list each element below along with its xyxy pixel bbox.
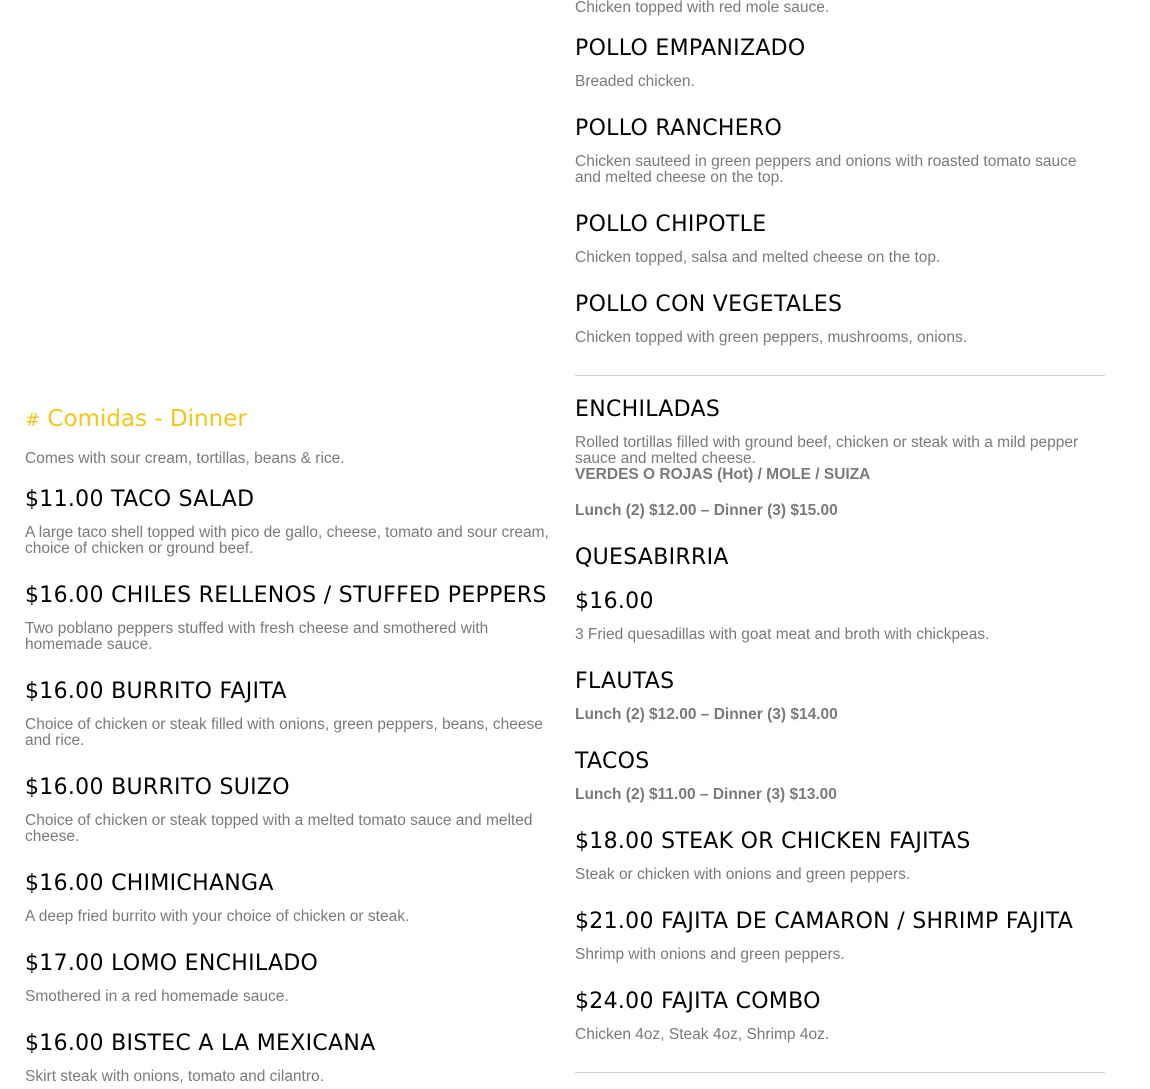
menu-item-title: $21.00 FAJITA DE CAMARON / SHRIMP FAJITA xyxy=(575,909,1074,934)
menu-item-flautas xyxy=(575,668,1105,723)
menu-item-title: $18.00 STEAK OR CHICKEN FAJITAS xyxy=(575,829,971,854)
menu-item-shrimp-fajita xyxy=(575,908,1105,963)
menu-item-price: $16.00 xyxy=(575,589,654,614)
menu-item-pollo-mole-desc xyxy=(575,0,1105,16)
menu-item-quesabirria xyxy=(575,544,1105,572)
menu-item-description: Breaded chicken. xyxy=(575,73,695,90)
section-title: Comidas - Dinner xyxy=(47,406,247,432)
menu-item-description: Two poblano peppers stuffed with fresh cheese and smothered with homemade sauce. xyxy=(25,620,489,653)
section-subtitle xyxy=(25,451,555,467)
menu-item-description: Chicken 4oz, Steak 4oz, Shrimp 4oz. xyxy=(575,1026,830,1043)
menu-item-description: Shrimp with onions and green peppers. xyxy=(575,946,845,963)
menu-item-pollo-con-vegetales xyxy=(575,291,1105,346)
menu-item-title: FLAUTAS xyxy=(575,669,675,694)
section-heading-comidas-dinner xyxy=(25,404,247,436)
menu-item-description: Chicken topped with green peppers, mushrooms, onions. xyxy=(575,329,968,346)
menu-item-quesabirria-price xyxy=(575,588,1105,643)
menu-item-pollo-ranchero xyxy=(575,115,1105,186)
menu-item-steak-or-chicken-fajitas xyxy=(575,828,1105,883)
menu-item-title: $17.00 LOMO ENCHILADO xyxy=(25,951,319,976)
menu-item-title: $11.00 TACO SALAD xyxy=(25,487,255,512)
menu-item-description: 3 Fried quesadillas with goat meat and broth with chickpeas. xyxy=(575,626,990,643)
menu-item-title: POLLO CON VEGETALES xyxy=(575,292,843,317)
menu-item-title: QUESABIRRIA xyxy=(575,545,729,570)
menu-item-description: Chicken topped with red mole sauce. xyxy=(575,0,830,16)
menu-item-description: Chicken topped, salsa and melted cheese on the top. xyxy=(575,249,941,266)
menu-item-title: $24.00 FAJITA COMBO xyxy=(575,989,821,1014)
menu-item-taco-salad xyxy=(25,486,555,557)
menu-item-title: $16.00 BURRITO SUIZO xyxy=(25,775,290,800)
menu-item-description: Rolled tortillas filled with ground beef, chicken or steak with a mild pepper sauce and melted cheese. xyxy=(575,434,1079,467)
menu-item-description: Chicken sauteed in green peppers and onions with roasted tomato sauce and melted cheese on the top. xyxy=(575,153,1077,186)
section-divider xyxy=(575,1072,1105,1073)
menu-item-description: Choice of chicken or steak filled with onions, green peppers, beans, cheese and rice. xyxy=(25,716,543,749)
menu-item-description: Skirt steak with onions, tomato and cilantro. xyxy=(25,1068,324,1085)
menu-item-title: $16.00 BURRITO FAJITA xyxy=(25,679,287,704)
menu-item-pollo-empanizado xyxy=(575,35,1105,90)
menu-item-chiles-rellenos xyxy=(25,582,555,653)
hash-icon: # xyxy=(25,410,41,431)
menu-item-burrito-suizo xyxy=(25,774,555,845)
menu-item-description: A large taco shell topped with pico de gallo, cheese, tomato and sour cream, choice of chicken or ground beef. xyxy=(25,524,549,557)
enchiladas-sauce-options: VERDES O ROJAS (Hot) / MOLE / SUIZA xyxy=(575,466,871,483)
tacos-prices: Lunch (2) $11.00 – Dinner (3) $13.00 xyxy=(575,786,837,803)
menu-item-fajita-combo xyxy=(575,988,1105,1043)
section-subtitle-text: Comes with sour cream, tortillas, beans & rice. xyxy=(25,450,345,467)
menu-item-chimichanga xyxy=(25,870,555,925)
menu-item-enchiladas xyxy=(575,396,1105,519)
menu-item-title: TACOS xyxy=(575,749,650,774)
enchiladas-prices: Lunch (2) $12.00 – Dinner (3) $15.00 xyxy=(575,502,838,519)
menu-item-tacos xyxy=(575,748,1105,803)
menu-item-title: ENCHILADAS xyxy=(575,397,721,422)
menu-item-bistec-a-la-mexicana xyxy=(25,1030,555,1085)
menu-item-burrito-fajita xyxy=(25,678,555,749)
menu-item-title: POLLO CHIPOTLE xyxy=(575,212,767,237)
menu-item-lomo-enchilado xyxy=(25,950,555,1005)
menu-item-title: $16.00 CHILES RELLENOS / STUFFED PEPPERS xyxy=(25,583,547,608)
menu-item-description: Steak or chicken with onions and green peppers. xyxy=(575,866,911,883)
menu-item-title: POLLO EMPANIZADO xyxy=(575,36,806,61)
menu-item-description: Choice of chicken or steak topped with a melted tomato sauce and melted cheese. xyxy=(25,812,533,845)
menu-item-title: POLLO RANCHERO xyxy=(575,116,783,141)
flautas-prices: Lunch (2) $12.00 – Dinner (3) $14.00 xyxy=(575,706,838,723)
menu-item-pollo-chipotle xyxy=(575,211,1105,266)
menu-item-description: A deep fried burrito with your choice of chicken or steak. xyxy=(25,908,410,925)
menu-item-title: $16.00 BISTEC A LA MEXICANA xyxy=(25,1031,376,1056)
section-divider xyxy=(575,375,1105,376)
menu-item-title: $16.00 CHIMICHANGA xyxy=(25,871,274,896)
menu-item-description: Smothered in a red homemade sauce. xyxy=(25,988,289,1005)
